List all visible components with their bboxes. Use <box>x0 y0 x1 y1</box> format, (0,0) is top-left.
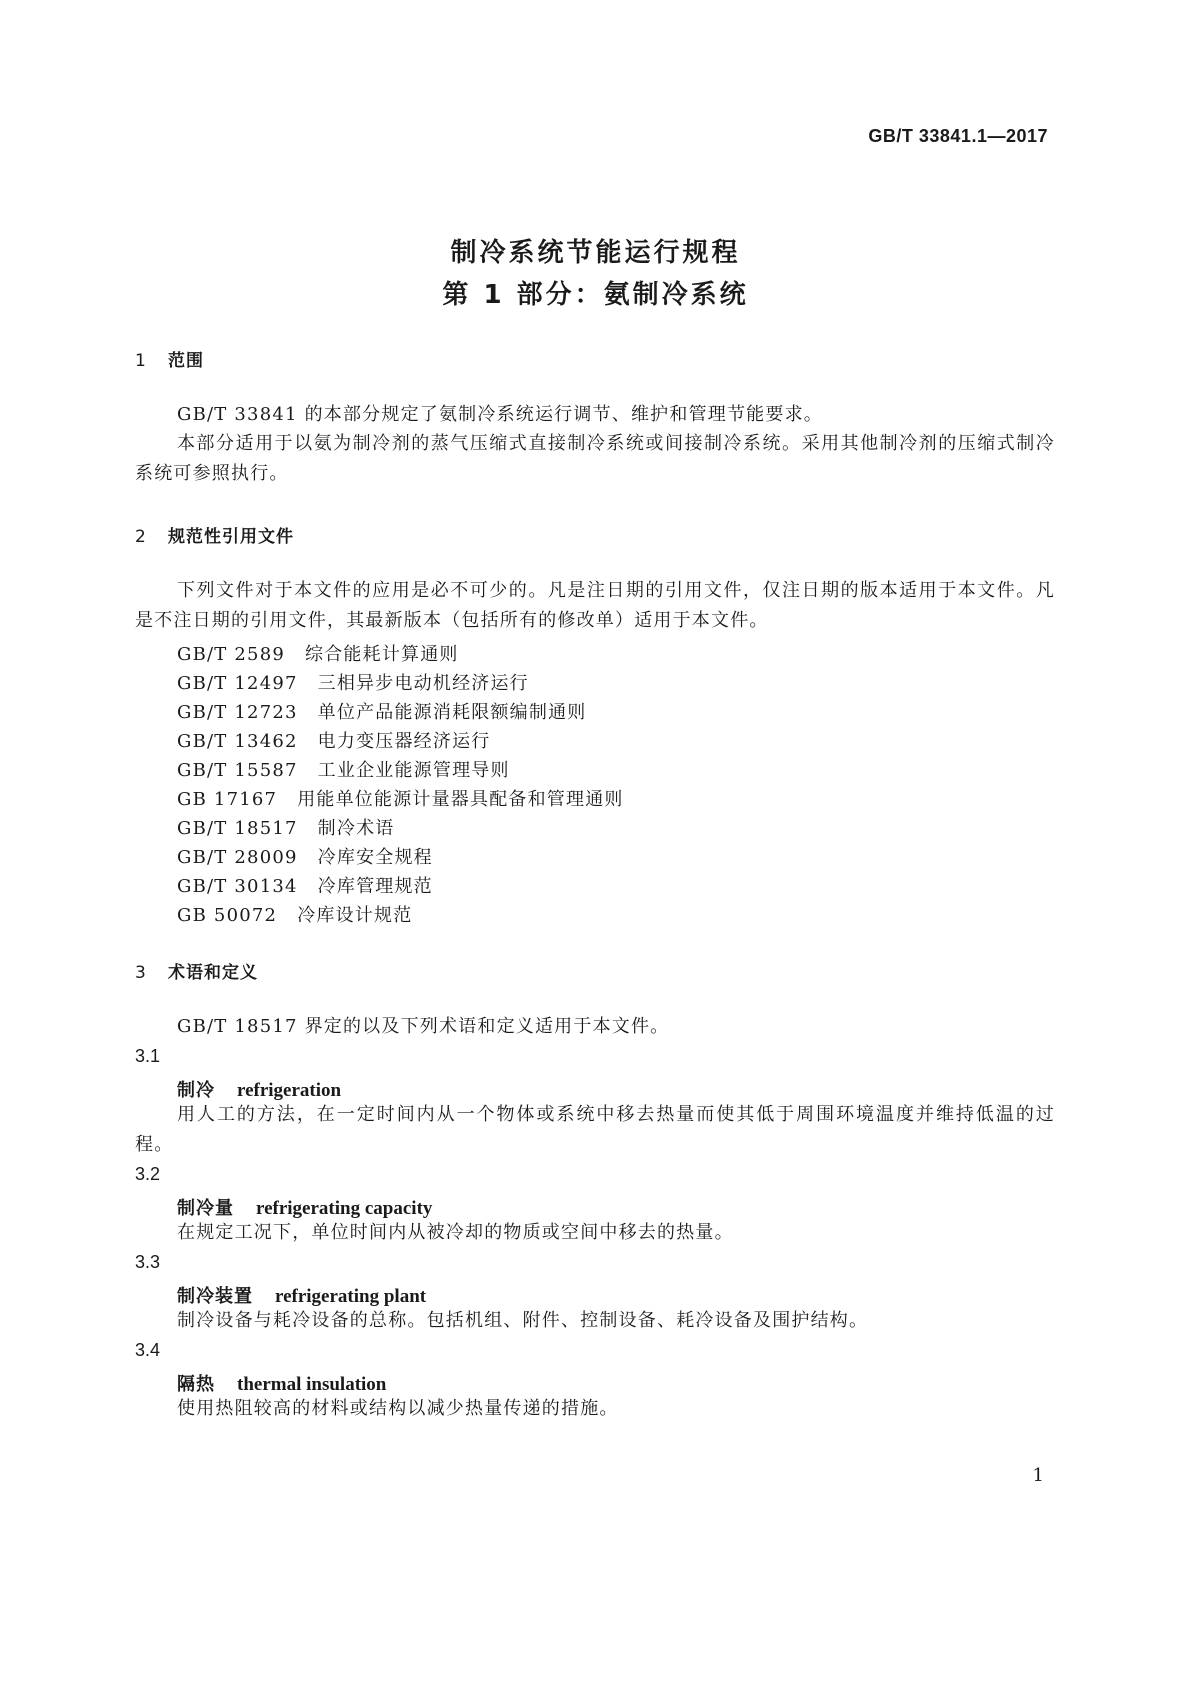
reference-title: 冷库安全规程 <box>317 847 433 868</box>
reference-code: GB/T 13462 <box>177 731 298 752</box>
reference-code: GB/T 12497 <box>177 673 298 694</box>
term-definition: 在规定工况下，单位时间内从被冷却的物质或空间中移去的热量。 <box>177 1222 734 1243</box>
reference-code: GB/T 12723 <box>177 702 298 723</box>
term-name-zh: 制冷量 <box>177 1198 234 1219</box>
reference-title: 三相异步电动机经济运行 <box>317 673 529 694</box>
reference-code: GB/T 18517 <box>177 818 298 839</box>
terms-intro: GB/T 18517 界定的以及下列术语和定义适用于本文件。 <box>177 1016 670 1037</box>
reference-title: 单位产品能源消耗限额编制通则 <box>317 702 587 723</box>
document-title: 制冷系统节能运行规程 <box>450 238 741 268</box>
term-name-en: refrigerating plant <box>275 1286 427 1307</box>
reference-title: 工业企业能源管理导则 <box>317 760 510 781</box>
section-heading-normative-refs <box>135 522 294 547</box>
standard-code: GB/T 33841.1—2017 <box>868 126 1048 146</box>
term-name-zh: 制冷装置 <box>177 1286 253 1307</box>
term-name-en: refrigeration <box>237 1080 342 1101</box>
reference-code: GB/T 15587 <box>177 760 298 781</box>
section-number: 2 <box>135 527 147 547</box>
term-number: 3.4 <box>135 1340 161 1360</box>
scope-paragraph-1: GB/T 33841 的本部分规定了氨制冷系统运行调节、维护和管理节能要求。 <box>177 404 823 425</box>
reference-item <box>177 872 433 898</box>
scope-paragraph-2: 本部分适用于以氨为制冷剂的蒸气压缩式直接制冷系统或间接制冷系统。采用其他制冷剂的压缩式制冷系统可参照执行。 <box>135 433 1055 484</box>
reference-code: GB 17167 <box>177 789 278 810</box>
reference-title: 电力变压器经济运行 <box>317 731 491 752</box>
reference-item <box>177 756 510 782</box>
reference-item <box>177 698 586 724</box>
term-number: 3.1 <box>135 1046 161 1066</box>
normative-refs-intro: 下列文件对于本文件的应用是必不可少的。凡是注日期的引用文件，仅注日期的版本适用于本文件。凡是不注日期的引用文件，其最新版本（包括所有的修改单）适用于本文件。 <box>135 580 1055 631</box>
term-definition: 用人工的方法，在一定时间内从一个物体或系统中移去热量而使其低于周围环境温度并维持低温的过程。 <box>135 1104 1055 1155</box>
term-name <box>177 1282 426 1308</box>
reference-item <box>177 901 412 927</box>
term-name-zh: 隔热 <box>177 1374 215 1395</box>
reference-item <box>177 814 394 840</box>
term-number: 3.2 <box>135 1164 161 1184</box>
reference-code: GB/T 2589 <box>177 644 286 665</box>
section-number: 1 <box>135 351 147 371</box>
term-name-zh: 制冷 <box>177 1080 215 1101</box>
reference-code: GB/T 30134 <box>177 876 298 897</box>
reference-title: 冷库管理规范 <box>317 876 433 897</box>
reference-item <box>177 727 490 753</box>
reference-title: 综合能耗计算通则 <box>305 644 459 665</box>
reference-title: 制冷术语 <box>317 818 395 839</box>
term-definition: 制冷设备与耗冷设备的总称。包括机组、附件、控制设备、耗冷设备及围护结构。 <box>177 1310 869 1331</box>
reference-item <box>177 843 433 869</box>
term-definition: 使用热阻较高的材料或结构以减少热量传递的措施。 <box>177 1398 619 1419</box>
reference-title: 用能单位能源计量器具配备和管理通则 <box>297 789 624 810</box>
term-name-en: thermal insulation <box>237 1374 387 1395</box>
section-heading-scope <box>135 346 204 371</box>
reference-item <box>177 640 459 666</box>
term-name-en: refrigerating capacity <box>256 1198 433 1219</box>
reference-item <box>177 669 529 695</box>
term-name <box>177 1370 386 1396</box>
reference-item <box>177 785 624 811</box>
term-name <box>177 1194 432 1220</box>
term-name <box>177 1076 341 1102</box>
section-title: 规范性引用文件 <box>168 527 294 547</box>
reference-code: GB/T 28009 <box>177 847 298 868</box>
section-title: 术语和定义 <box>168 963 258 983</box>
reference-code: GB 50072 <box>177 905 278 926</box>
page-number: 1 <box>1032 1465 1044 1486</box>
reference-title: 冷库设计规范 <box>297 905 413 926</box>
section-heading-terms <box>135 958 258 983</box>
section-title: 范围 <box>168 351 204 371</box>
term-number: 3.3 <box>135 1252 161 1272</box>
section-number: 3 <box>135 963 147 983</box>
document-subtitle: 第 1 部分：氨制冷系统 <box>442 280 749 310</box>
